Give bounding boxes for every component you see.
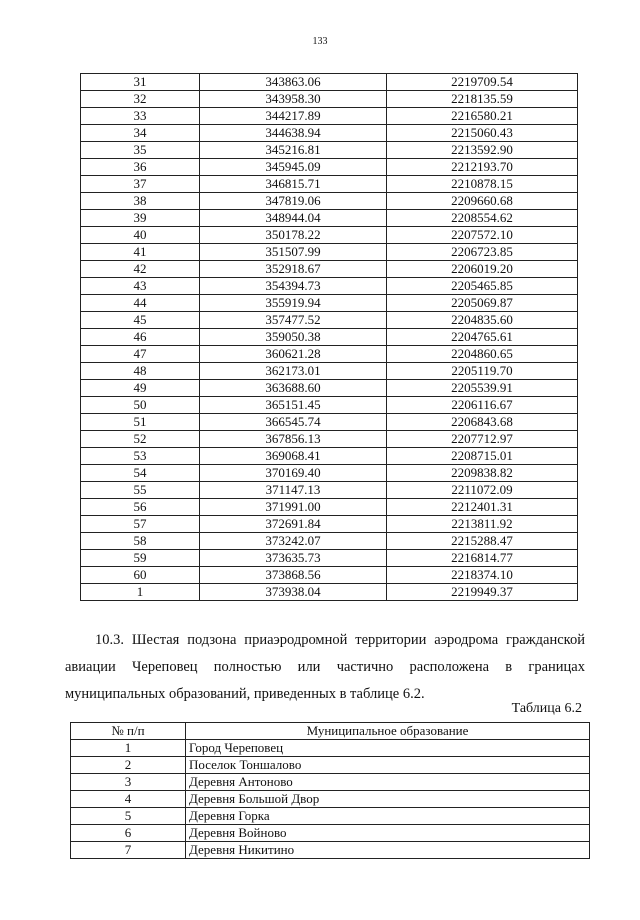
x-coordinate-cell: 350178.22 <box>200 227 387 244</box>
table-row <box>71 842 590 859</box>
y-coordinate-cell: 2204860.65 <box>387 346 578 363</box>
y-coordinate-cell: 2209838.82 <box>387 465 578 482</box>
municipality-name-cell: Деревня Войново <box>186 825 590 842</box>
point-number-cell: 60 <box>81 567 200 584</box>
x-coordinate-cell: 348944.04 <box>200 210 387 227</box>
municipality-name-cell: Поселок Тоншалово <box>186 757 590 774</box>
row-number-cell: 7 <box>71 842 186 859</box>
point-number-cell: 1 <box>81 584 200 601</box>
table-row <box>81 567 578 584</box>
y-coordinate-cell: 2205119.70 <box>387 363 578 380</box>
point-number-cell: 34 <box>81 125 200 142</box>
row-number-cell: 3 <box>71 774 186 791</box>
y-coordinate-cell: 2211072.09 <box>387 482 578 499</box>
point-number-cell: 58 <box>81 533 200 550</box>
table-row <box>81 346 578 363</box>
row-number-cell: 4 <box>71 791 186 808</box>
row-number-cell: 6 <box>71 825 186 842</box>
point-number-cell: 50 <box>81 397 200 414</box>
header-number: № п/п <box>71 723 186 740</box>
x-coordinate-cell: 371991.00 <box>200 499 387 516</box>
table-row <box>81 278 578 295</box>
point-number-cell: 36 <box>81 159 200 176</box>
table-row <box>71 808 590 825</box>
table-row <box>81 482 578 499</box>
x-coordinate-cell: 373635.73 <box>200 550 387 567</box>
table-row <box>81 533 578 550</box>
point-number-cell: 32 <box>81 91 200 108</box>
x-coordinate-cell: 367856.13 <box>200 431 387 448</box>
table-row <box>81 584 578 601</box>
y-coordinate-cell: 2205539.91 <box>387 380 578 397</box>
x-coordinate-cell: 347819.06 <box>200 193 387 210</box>
table-row <box>81 91 578 108</box>
x-coordinate-cell: 369068.41 <box>200 448 387 465</box>
x-coordinate-cell: 351507.99 <box>200 244 387 261</box>
y-coordinate-cell: 2218135.59 <box>387 91 578 108</box>
point-number-cell: 40 <box>81 227 200 244</box>
y-coordinate-cell: 2206723.85 <box>387 244 578 261</box>
x-coordinate-cell: 352918.67 <box>200 261 387 278</box>
y-coordinate-cell: 2210878.15 <box>387 176 578 193</box>
x-coordinate-cell: 372691.84 <box>200 516 387 533</box>
point-number-cell: 37 <box>81 176 200 193</box>
point-number-cell: 38 <box>81 193 200 210</box>
y-coordinate-cell: 2218374.10 <box>387 567 578 584</box>
table-row <box>81 159 578 176</box>
point-number-cell: 55 <box>81 482 200 499</box>
x-coordinate-cell: 366545.74 <box>200 414 387 431</box>
x-coordinate-cell: 359050.38 <box>200 329 387 346</box>
table-row <box>81 108 578 125</box>
table-row <box>81 74 578 91</box>
y-coordinate-cell: 2206116.67 <box>387 397 578 414</box>
table-row <box>81 244 578 261</box>
y-coordinate-cell: 2216814.77 <box>387 550 578 567</box>
y-coordinate-cell: 2204835.60 <box>387 312 578 329</box>
table-row <box>81 516 578 533</box>
municipal-table <box>70 722 590 859</box>
y-coordinate-cell: 2206019.20 <box>387 261 578 278</box>
y-coordinate-cell: 2215288.47 <box>387 533 578 550</box>
header-name: Муниципальное образование <box>186 723 590 740</box>
table-row <box>81 465 578 482</box>
x-coordinate-cell: 362173.01 <box>200 363 387 380</box>
x-coordinate-cell: 344638.94 <box>200 125 387 142</box>
point-number-cell: 53 <box>81 448 200 465</box>
point-number-cell: 59 <box>81 550 200 567</box>
row-number-cell: 5 <box>71 808 186 825</box>
table-caption: Таблица 6.2 <box>511 701 582 716</box>
y-coordinate-cell: 2208554.62 <box>387 210 578 227</box>
point-number-cell: 31 <box>81 74 200 91</box>
x-coordinate-cell: 373242.07 <box>200 533 387 550</box>
y-coordinate-cell: 2207572.10 <box>387 227 578 244</box>
y-coordinate-cell: 2219709.54 <box>387 74 578 91</box>
x-coordinate-cell: 373938.04 <box>200 584 387 601</box>
x-coordinate-cell: 345216.81 <box>200 142 387 159</box>
coordinates-table <box>80 73 578 601</box>
x-coordinate-cell: 371147.13 <box>200 482 387 499</box>
point-number-cell: 46 <box>81 329 200 346</box>
y-coordinate-cell: 2213592.90 <box>387 142 578 159</box>
municipality-name-cell: Деревня Антоново <box>186 774 590 791</box>
point-number-cell: 56 <box>81 499 200 516</box>
section-paragraph: 10.3. Шестая подзона приаэродромной территории аэродрома гражданской авиации Череповец полностью или частично расположена в границах муниципальных образований, приведенных в таблице 6.2. <box>65 632 585 702</box>
table-row <box>71 740 590 757</box>
table-row <box>71 757 590 774</box>
table-row <box>71 791 590 808</box>
x-coordinate-cell: 373868.56 <box>200 567 387 584</box>
table-row <box>81 499 578 516</box>
point-number-cell: 51 <box>81 414 200 431</box>
x-coordinate-cell: 363688.60 <box>200 380 387 397</box>
y-coordinate-cell: 2207712.97 <box>387 431 578 448</box>
page-number: 133 <box>312 36 328 47</box>
y-coordinate-cell: 2213811.92 <box>387 516 578 533</box>
point-number-cell: 52 <box>81 431 200 448</box>
x-coordinate-cell: 346815.71 <box>200 176 387 193</box>
table-row <box>81 363 578 380</box>
table-row <box>81 295 578 312</box>
y-coordinate-cell: 2205069.87 <box>387 295 578 312</box>
row-number-cell: 1 <box>71 740 186 757</box>
x-coordinate-cell: 343863.06 <box>200 74 387 91</box>
y-coordinate-cell: 2216580.21 <box>387 108 578 125</box>
point-number-cell: 35 <box>81 142 200 159</box>
y-coordinate-cell: 2215060.43 <box>387 125 578 142</box>
table-row <box>81 210 578 227</box>
municipal-table-header-row <box>71 723 590 740</box>
x-coordinate-cell: 344217.89 <box>200 108 387 125</box>
table-row <box>81 176 578 193</box>
municipality-name-cell: Деревня Никитино <box>186 842 590 859</box>
table-row <box>71 825 590 842</box>
y-coordinate-cell: 2212193.70 <box>387 159 578 176</box>
y-coordinate-cell: 2219949.37 <box>387 584 578 601</box>
y-coordinate-cell: 2209660.68 <box>387 193 578 210</box>
x-coordinate-cell: 365151.45 <box>200 397 387 414</box>
municipality-name-cell: Деревня Большой Двор <box>186 791 590 808</box>
y-coordinate-cell: 2205465.85 <box>387 278 578 295</box>
x-coordinate-cell: 345945.09 <box>200 159 387 176</box>
table-row <box>81 397 578 414</box>
point-number-cell: 33 <box>81 108 200 125</box>
table-row <box>81 431 578 448</box>
point-number-cell: 41 <box>81 244 200 261</box>
x-coordinate-cell: 370169.40 <box>200 465 387 482</box>
y-coordinate-cell: 2208715.01 <box>387 448 578 465</box>
point-number-cell: 49 <box>81 380 200 397</box>
point-number-cell: 39 <box>81 210 200 227</box>
table-row <box>81 448 578 465</box>
x-coordinate-cell: 357477.52 <box>200 312 387 329</box>
x-coordinate-cell: 354394.73 <box>200 278 387 295</box>
table-row <box>81 227 578 244</box>
point-number-cell: 45 <box>81 312 200 329</box>
point-number-cell: 43 <box>81 278 200 295</box>
y-coordinate-cell: 2204765.61 <box>387 329 578 346</box>
municipality-name-cell: Деревня Горка <box>186 808 590 825</box>
x-coordinate-cell: 343958.30 <box>200 91 387 108</box>
table-row <box>81 380 578 397</box>
y-coordinate-cell: 2206843.68 <box>387 414 578 431</box>
point-number-cell: 57 <box>81 516 200 533</box>
y-coordinate-cell: 2212401.31 <box>387 499 578 516</box>
table-row <box>81 550 578 567</box>
point-number-cell: 47 <box>81 346 200 363</box>
table-row <box>81 414 578 431</box>
x-coordinate-cell: 355919.94 <box>200 295 387 312</box>
point-number-cell: 48 <box>81 363 200 380</box>
coordinates-table-body <box>81 74 578 601</box>
table-row <box>81 261 578 278</box>
table-row <box>81 142 578 159</box>
table-row <box>81 312 578 329</box>
point-number-cell: 44 <box>81 295 200 312</box>
point-number-cell: 54 <box>81 465 200 482</box>
row-number-cell: 2 <box>71 757 186 774</box>
table-row <box>81 193 578 210</box>
municipal-table-body <box>71 740 590 859</box>
table-row <box>81 125 578 142</box>
point-number-cell: 42 <box>81 261 200 278</box>
table-row <box>81 329 578 346</box>
x-coordinate-cell: 360621.28 <box>200 346 387 363</box>
table-row <box>71 774 590 791</box>
municipality-name-cell: Город Череповец <box>186 740 590 757</box>
